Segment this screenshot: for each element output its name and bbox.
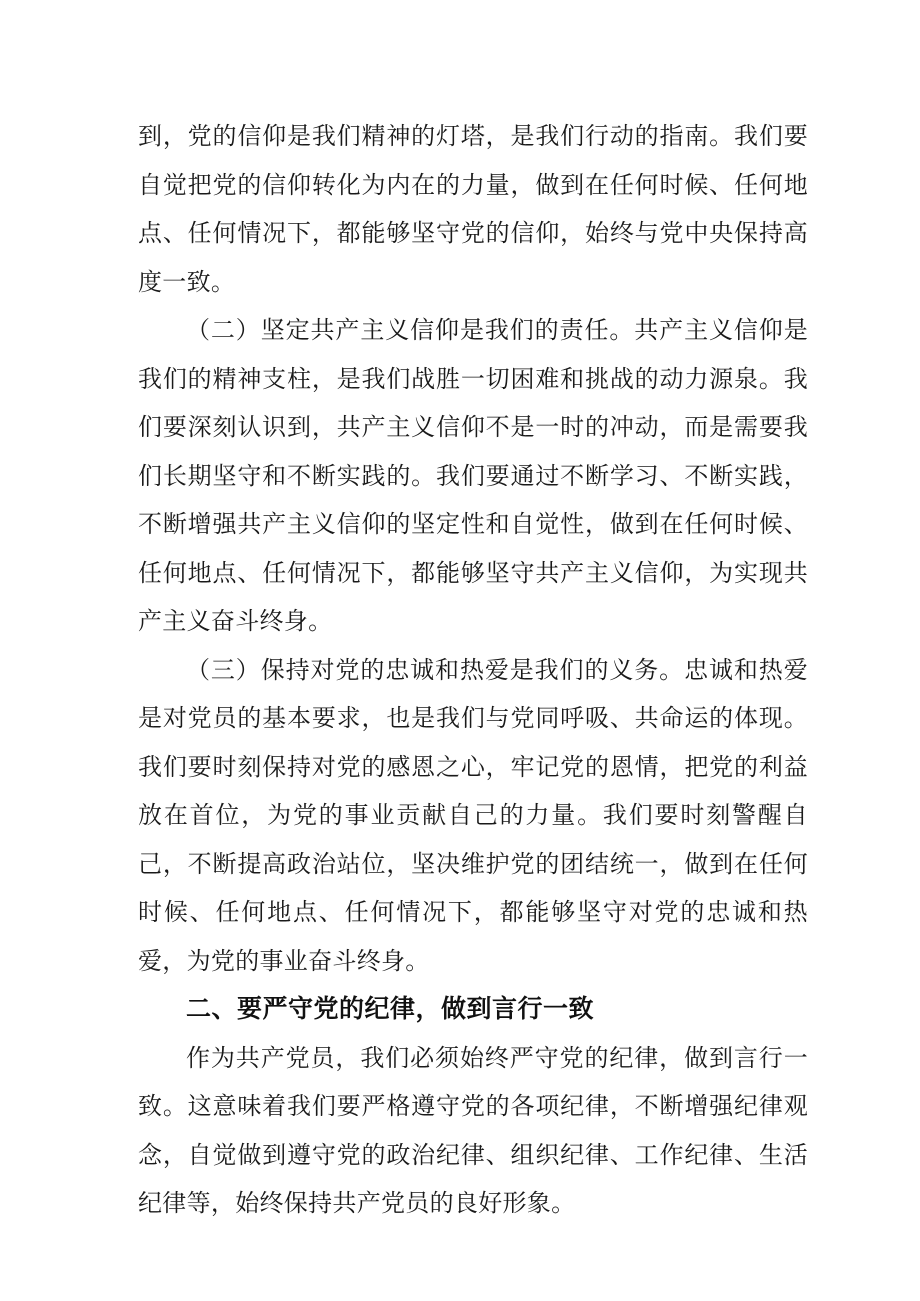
paragraph-section-intro: 作为共产党员，我们必须始终严守党的纪律，做到言行一致。这意味着我们要严格遵守党的各项纪律，不断增强纪律观念，自觉做到遵守党的政治纪律、组织纪律、工作纪律、生活纪律等，始终保持共产党员的良好形象。 [138, 1043, 808, 1217]
document-body [138, 112, 808, 1228]
section-heading: 二、要严守党的纪律，做到言行一致 [186, 994, 595, 1023]
paragraph-item-2: （二）坚定共产主义信仰是我们的责任。共产主义信仰是我们的精神支柱，是我们战胜一切困难和挑战的动力源泉。我们要深刻认识到，共产主义信仰不是一时的冲动，而是需要我们长期坚守和不断实践的。我们要通过不断学习、不断实践，不断增强共产主义信仰的坚定性和自觉性，做到在任何时候、任何地点、任何情况下，都能够坚守共产主义信仰，为实现共产主义奋斗终身。 [138, 316, 808, 635]
paragraph-continuation: 到，党的信仰是我们精神的灯塔，是我们行动的指南。我们要自觉把党的信仰转化为内在的力量，做到在任何时候、任何地点、任何情况下，都能够坚守党的信仰，始终与党中央保持高度一致。 [138, 122, 808, 296]
paragraph-item-3: （三）保持对党的忠诚和热爱是我们的义务。忠诚和热爱是对党员的基本要求，也是我们与党同呼吸、共命运的体现。我们要时刻保持对党的感恩之心，牢记党的恩情，把党的利益放在首位，为党的事业贡献自己的力量。我们要时刻警醒自己，不断提高政治站位，坚决维护党的团结统一，做到在任何时候、任何地点、任何情况下，都能够坚守对党的忠诚和热爱，为党的事业奋斗终身。 [138, 655, 808, 975]
